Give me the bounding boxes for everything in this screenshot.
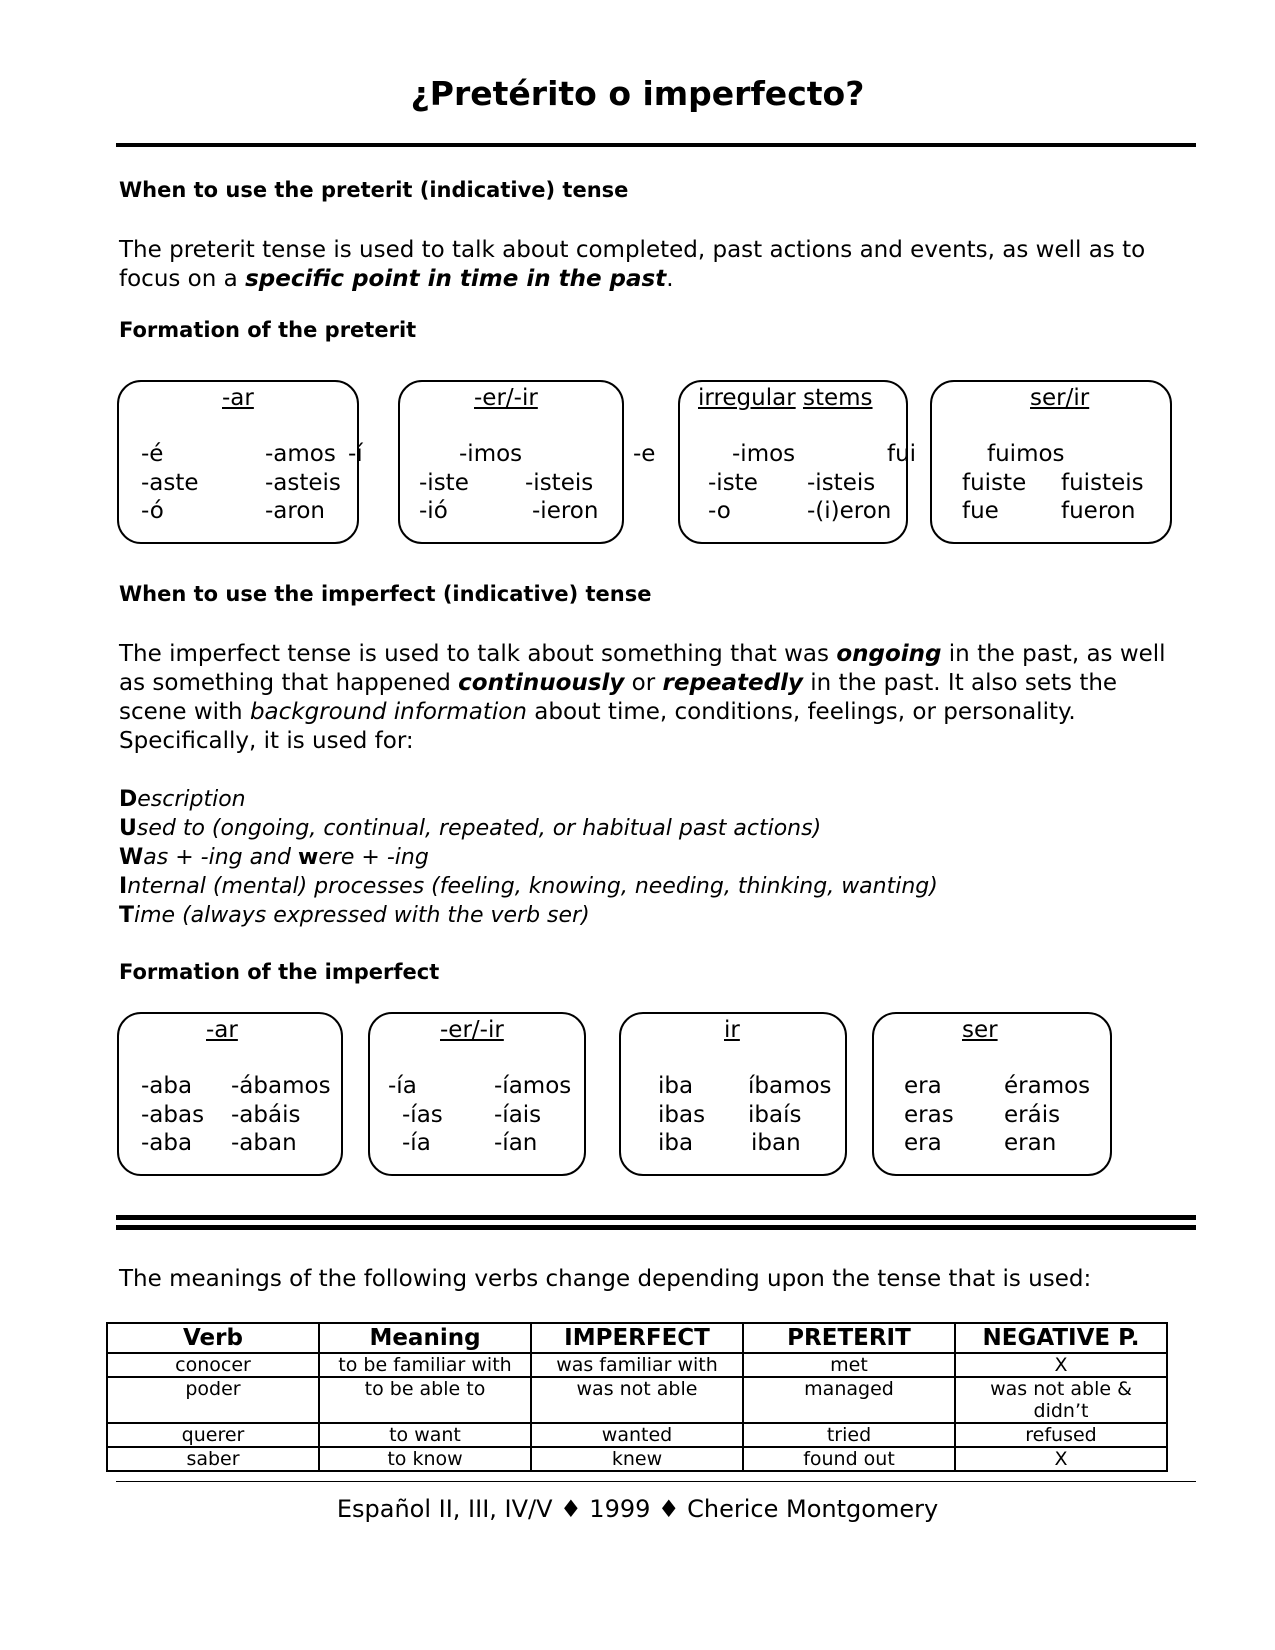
preterit-description: The preterit tense is used to talk about completed, past actions and events, as well as to focus on a specific point in time in the past. <box>119 237 1146 292</box>
overflow-ending: -í <box>348 441 363 467</box>
form-cell: era <box>904 1130 942 1156</box>
ending-cell: -iste <box>419 470 469 496</box>
table-cell: was not able & didn’t <box>955 1377 1167 1423</box>
table-cell: knew <box>531 1447 743 1471</box>
footer-divider <box>116 1481 1196 1482</box>
preterit-ar-header: -ar <box>222 385 254 411</box>
imperfect-heading: When to use the imperfect (indicative) tense <box>119 582 652 606</box>
ending-cell: -iste <box>708 470 758 496</box>
table-cell: to want <box>319 1423 531 1447</box>
ending-cell: -imos <box>459 441 523 467</box>
section-divider <box>116 1215 1196 1220</box>
dutit-item: Used to (ongoing, continual, repeated, or habitual past actions) <box>119 816 822 841</box>
form-cell: eran <box>1004 1130 1057 1156</box>
ending-cell: -aba <box>141 1073 193 1099</box>
form-cell: iban <box>751 1130 801 1156</box>
ending-cell: -ía <box>388 1073 417 1099</box>
table-cell: to know <box>319 1447 531 1471</box>
ending-cell: -ía <box>402 1130 431 1156</box>
verb-meanings-table <box>106 1322 1168 1472</box>
table-cell: to be able to <box>319 1377 531 1423</box>
table-cell: X <box>955 1353 1167 1377</box>
ending-cell: -o <box>708 498 731 524</box>
ending-cell: -aron <box>265 498 325 524</box>
preterit-emphasis: specific point in time in the past <box>245 266 667 292</box>
dutit-item: Was + -ing and were + -ing <box>119 845 429 870</box>
ending-cell: -ó <box>141 498 164 524</box>
imperfect-ir-header: ir <box>724 1017 740 1043</box>
table-row <box>107 1377 1167 1423</box>
form-cell: eráis <box>1004 1102 1061 1128</box>
form-cell: fue <box>962 498 999 524</box>
ending-cell: -íais <box>494 1102 542 1128</box>
meanings-intro: The meanings of the following verbs change depending upon the tense that is used: <box>119 1266 1092 1292</box>
preterit-ser-ir-header: ser/ir <box>1030 385 1090 411</box>
table-cell: tried <box>743 1423 955 1447</box>
imperfect-formation-heading: Formation of the imperfect <box>119 960 440 984</box>
imperfect-ar-header: -ar <box>206 1017 238 1043</box>
form-cell: ibas <box>658 1102 706 1128</box>
table-cell: conocer <box>107 1353 319 1377</box>
form-cell: fuisteis <box>1061 470 1144 496</box>
ending-cell: -é <box>141 441 164 467</box>
ending-cell: -ías <box>402 1102 443 1128</box>
ending-cell: -íamos <box>494 1073 572 1099</box>
table-cell: querer <box>107 1423 319 1447</box>
ending-cell: -ían <box>494 1130 538 1156</box>
table-header-row <box>107 1323 1167 1353</box>
table-row <box>107 1353 1167 1377</box>
section-divider <box>116 1225 1196 1230</box>
table-row <box>107 1423 1167 1447</box>
ending-cell: -amos <box>265 441 336 467</box>
ending-cell: -ió <box>419 498 448 524</box>
table-cell: to be familiar with <box>319 1353 531 1377</box>
column-header: Verb <box>107 1323 319 1353</box>
preterit-er-ir-header: -er/-ir <box>474 385 538 411</box>
form-cell: éramos <box>1004 1073 1091 1099</box>
title-divider <box>116 143 1196 147</box>
table-cell: wanted <box>531 1423 743 1447</box>
form-cell: íbamos <box>748 1073 832 1099</box>
dutit-item: Description <box>119 787 246 812</box>
ending-cell: -aste <box>141 470 199 496</box>
form-cell: fuiste <box>962 470 1027 496</box>
overflow-ending: -e <box>633 441 656 467</box>
form-cell: ibaís <box>748 1102 802 1128</box>
ending-cell: -asteis <box>265 470 341 496</box>
column-header: Meaning <box>319 1323 531 1353</box>
table-cell: poder <box>107 1377 319 1423</box>
form-cell: fueron <box>1061 498 1136 524</box>
ending-cell: -(i)eron <box>807 498 892 524</box>
table-cell: saber <box>107 1447 319 1471</box>
page-footer: Español II, III, IV/V ♦ 1999 ♦ Cherice Montgomery <box>336 1495 939 1523</box>
ending-cell: -abáis <box>231 1102 301 1128</box>
imperfect-description: The imperfect tense is used to talk about something that was ongoing in the past, as well as something that happened continuously or repeatedly in the past. It also sets the scene with background information about time, conditions, feelings, or personality. Specifically, it is used for: <box>119 641 1166 754</box>
dutit-item: Internal (mental) processes (feeling, knowing, needing, thinking, wanting) <box>119 874 938 899</box>
column-header: NEGATIVE P. <box>955 1323 1167 1353</box>
table-cell: met <box>743 1353 955 1377</box>
form-cell: eras <box>904 1102 954 1128</box>
table-cell: was not able <box>531 1377 743 1423</box>
imperfect-er-ir-header: -er/-ir <box>440 1017 504 1043</box>
table-cell: was familiar with <box>531 1353 743 1377</box>
preterit-formation-heading: Formation of the preterit <box>119 318 417 342</box>
ending-cell: -isteis <box>807 470 876 496</box>
ending-cell: -ieron <box>532 498 599 524</box>
ending-cell: -isteis <box>525 470 594 496</box>
table-cell: X <box>955 1447 1167 1471</box>
ending-cell: -aba <box>141 1130 193 1156</box>
ending-cell: -aban <box>231 1130 297 1156</box>
form-cell: iba <box>658 1073 694 1099</box>
form-cell: fuimos <box>987 441 1065 467</box>
dutit-list <box>119 785 938 930</box>
preterit-irregular-header: irregular stems <box>698 385 873 411</box>
page-title: ¿Pretérito o imperfecto? <box>410 74 865 113</box>
imperfect-ser-header: ser <box>962 1017 998 1043</box>
overflow-ending: fui <box>887 441 917 467</box>
table-cell: found out <box>743 1447 955 1471</box>
table-cell: refused <box>955 1423 1167 1447</box>
table-cell: managed <box>743 1377 955 1423</box>
ending-cell: -ábamos <box>231 1073 331 1099</box>
ending-cell: -imos <box>732 441 796 467</box>
column-header: PRETERIT <box>743 1323 955 1353</box>
ending-cell: -abas <box>141 1102 205 1128</box>
form-cell: iba <box>658 1130 694 1156</box>
column-header: IMPERFECT <box>531 1323 743 1353</box>
preterit-heading: When to use the preterit (indicative) tense <box>119 178 629 202</box>
dutit-item: Time (always expressed with the verb ser) <box>119 903 590 928</box>
table-row <box>107 1447 1167 1471</box>
form-cell: era <box>904 1073 942 1099</box>
